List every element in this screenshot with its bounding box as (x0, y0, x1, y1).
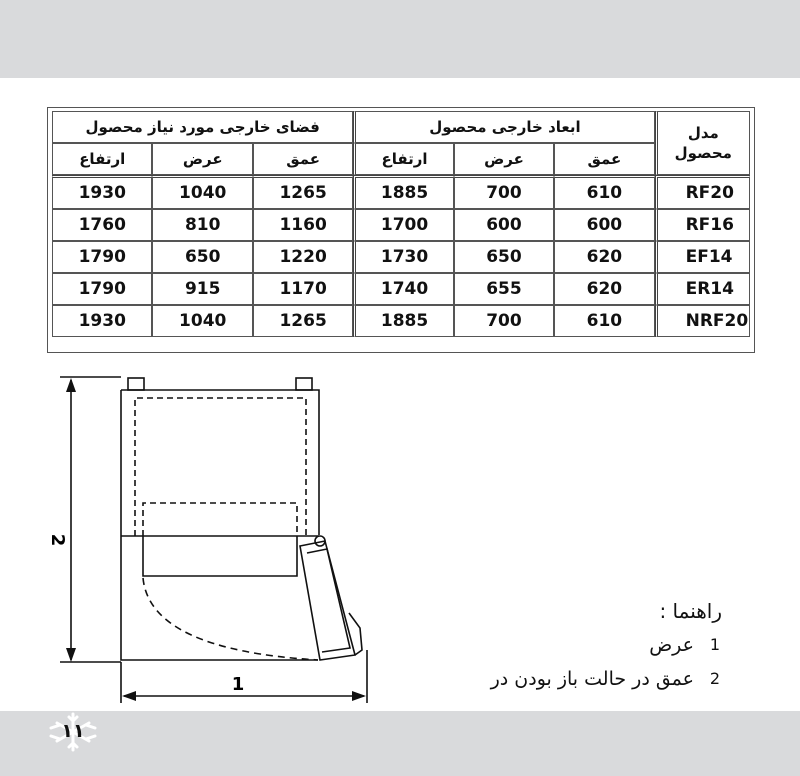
space-width-cell: 810 (152, 209, 252, 241)
space-height-cell: 1790 (52, 273, 152, 305)
legend-text: عرض (649, 634, 694, 656)
open-door (300, 541, 355, 660)
space-height-cell: 1930 (52, 305, 152, 337)
door-inner-panel (307, 549, 350, 652)
fridge-body-outline (121, 390, 319, 660)
dim-width-cell: 600 (454, 209, 554, 241)
space-height-header: ارتفاع (52, 143, 152, 175)
dim-height-cell: 1885 (353, 305, 453, 337)
space-width-cell: 1040 (152, 305, 252, 337)
model-cell: ER14 (655, 273, 750, 305)
legend-text: عمق در حالت باز بودن در (490, 668, 694, 690)
space-depth-cell: 1220 (253, 241, 353, 273)
model-cell: RF20 (655, 175, 750, 209)
upper-inner-dashed (135, 398, 306, 536)
space-depth-cell: 1265 (253, 175, 353, 209)
space-height-cell: 1930 (52, 175, 152, 209)
dim-depth-cell: 610 (554, 305, 654, 337)
dimensions-header: ابعاد خارجی محصول (353, 111, 654, 143)
top-hinge-left (128, 378, 144, 390)
footer-band (0, 711, 800, 776)
dim-depth-cell: 600 (554, 209, 654, 241)
legend-title: راهنما : (659, 599, 722, 623)
legend-item (491, 662, 722, 696)
dim-width-cell: 650 (454, 241, 554, 273)
page-number: ۱۱ (61, 720, 85, 742)
dim-depth-cell: 610 (554, 175, 654, 209)
width-label: 1 (231, 674, 245, 695)
height-label: 2 (47, 533, 68, 547)
space-header: فضای خارجی مورد نیاز محصول (52, 111, 353, 143)
dim-width-cell: 655 (454, 273, 554, 305)
legend-item (491, 628, 722, 662)
top-hinge-right (296, 378, 312, 390)
width-arrow-right (352, 691, 366, 701)
door-swing-arc (143, 578, 318, 660)
space-width-header: عرض (152, 143, 252, 175)
model-cell: NRF20 (655, 305, 750, 337)
dim-height-cell: 1740 (353, 273, 453, 305)
space-depth-header: عمق (253, 143, 353, 175)
space-height-cell: 1760 (52, 209, 152, 241)
legend-number: 1 (709, 635, 721, 654)
dim-depth-cell: 620 (554, 241, 654, 273)
model-cell: RF16 (655, 209, 750, 241)
space-depth-cell: 1265 (253, 305, 353, 337)
dim-width-cell: 700 (454, 305, 554, 337)
dim-width-header: عرض (454, 143, 554, 175)
door-handle (349, 613, 362, 655)
lower-drawer (143, 536, 297, 576)
drawer-dashed (143, 503, 297, 536)
width-arrow-left (122, 691, 136, 701)
model-header: مدل محصول (655, 111, 750, 175)
legend (491, 594, 722, 696)
legend-number: 2 (709, 669, 721, 688)
space-height-cell: 1790 (52, 241, 152, 273)
dim-depth-cell: 620 (554, 273, 654, 305)
dim-height-cell: 1700 (353, 209, 453, 241)
space-width-cell: 1040 (152, 175, 252, 209)
space-depth-cell: 1160 (253, 209, 353, 241)
height-arrow-bottom (66, 648, 76, 662)
dim-height-cell: 1730 (353, 241, 453, 273)
space-width-cell: 915 (152, 273, 252, 305)
space-width-cell: 650 (152, 241, 252, 273)
dim-height-header: ارتفاع (353, 143, 453, 175)
dim-height-cell: 1885 (353, 175, 453, 209)
height-arrow-top (66, 378, 76, 392)
model-cell: EF14 (655, 241, 750, 273)
dim-depth-header: عمق (554, 143, 654, 175)
dim-width-cell: 700 (454, 175, 554, 209)
space-depth-cell: 1170 (253, 273, 353, 305)
